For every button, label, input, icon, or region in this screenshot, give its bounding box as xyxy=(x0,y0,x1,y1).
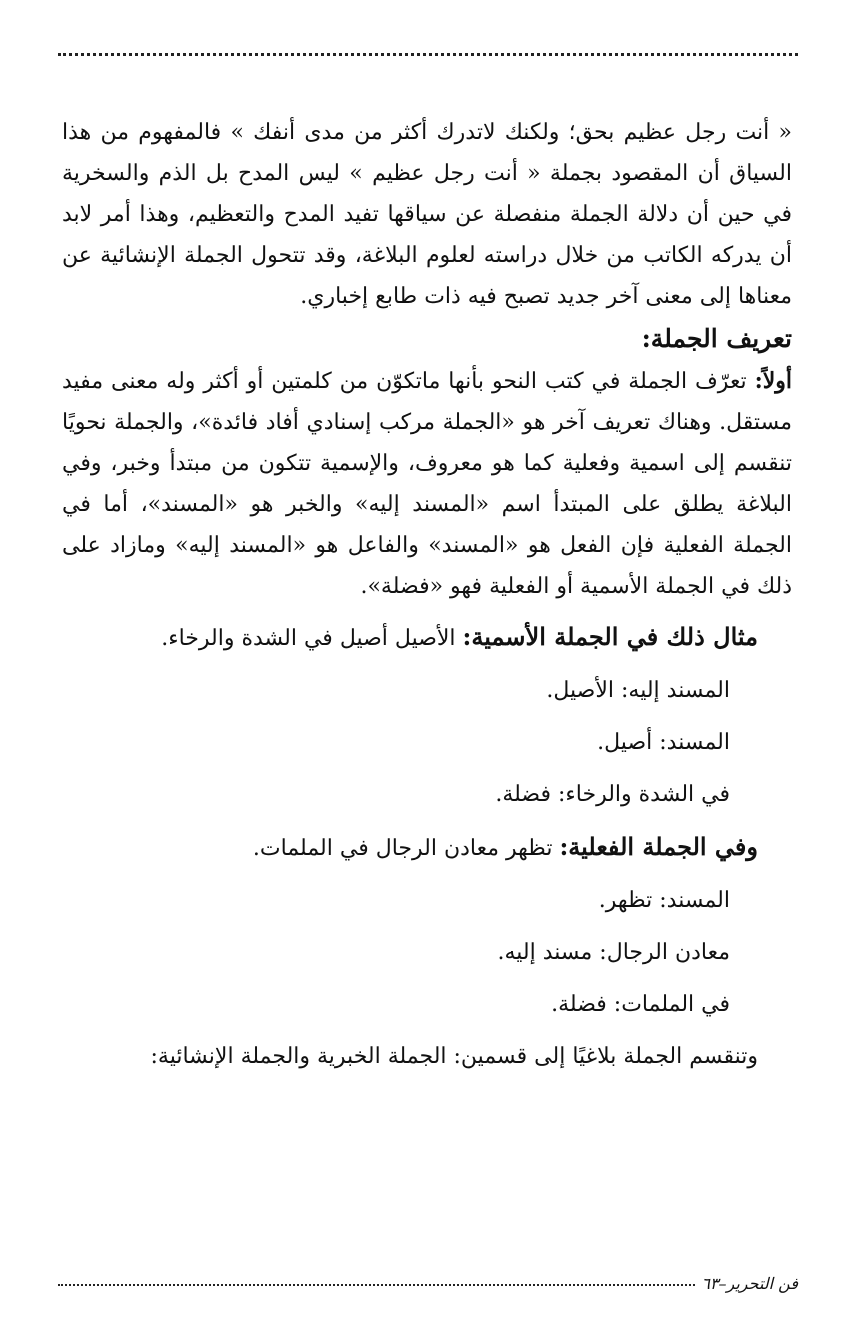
footer-dotted-rule xyxy=(58,1284,695,1286)
verbal-example-line: في الملمات: فضلة. xyxy=(551,992,730,1017)
definition-text: تعرّف الجملة في كتب النحو بأنها ماتكوّن من كلمتين أو أكثر وله معنى مفيد مستقل. وهناك تعريف آخر هو «الجملة مركب إسنادي أفاد فائدة»، والجملة نحويًا تنقسم إلى اسمية وفعلية كما هو معروف، والإسمية تتكون من مبتدأ وخبر، وفي البلاغة يطلق على المبتدأ اسم «المسند إليه» والخبر هو «المسند»، أما في الجملة الفعلية فإن الفعل هو «المسند» والفاعل هو «المسند إليه» ومازاد على ذلك في الجملة الأسمية أو الفعلية فهو «فضلة». xyxy=(62,369,792,599)
intro-paragraph: « أنت رجل عظيم بحق؛ ولكنك لاتدرك أكثر من مدى أنفك » فالمفهوم من هذا السياق أن المقصود بجملة « أنت رجل عظيم » ليس المدح بل الذم والسخرية في حين أن دلالة الجملة منفصلة عن سياقها تفيد المدح والتعظيم، وهذا أمر لابد أن يدركه الكاتب من خلال دراسته لعلوم البلاغة، وقد تتحول الجملة الإنشائية عن معناها إلى معنى آخر جديد تصبح فيه ذات طابع إخباري. xyxy=(62,120,792,309)
footer-label: فن التحرير–٦٣ xyxy=(701,1273,798,1293)
closing-sentence: وتنقسم الجملة بلاغيًا إلى قسمين: الجملة الخبرية والجملة الإنشائية: xyxy=(150,1044,758,1069)
nominal-example-line: المسند إليه: الأصيل. xyxy=(546,678,730,703)
nominal-example-text: الأصيل أصيل في الشدة والرخاء. xyxy=(161,626,463,651)
nominal-example-line: المسند: أصيل. xyxy=(597,730,730,755)
verbal-example-lead: وفي الجملة الفعلية: xyxy=(559,832,758,861)
verbal-example-text: تظهر معادن الرجال في الملمات. xyxy=(252,836,560,861)
footer-page-number: ٦٣ xyxy=(701,1273,719,1293)
verbal-example xyxy=(62,821,792,875)
verbal-example-line: المسند: تظهر. xyxy=(598,888,730,913)
definition-lead: أولاً: xyxy=(754,368,792,394)
section-heading: تعريف الجملة: xyxy=(641,324,792,353)
top-dotted-rule xyxy=(58,53,798,56)
page-footer xyxy=(58,1268,798,1298)
nominal-example-lead: مثال ذلك في الجملة الأسمية: xyxy=(462,622,758,651)
page-body xyxy=(62,112,792,1083)
definition-paragraph xyxy=(62,361,792,607)
nominal-example-line: في الشدة والرخاء: فضلة. xyxy=(495,782,730,807)
footer-book-title: فن التحرير xyxy=(726,1273,798,1293)
verbal-example-line: معادن الرجال: مسند إليه. xyxy=(497,940,730,965)
nominal-example xyxy=(62,611,792,665)
